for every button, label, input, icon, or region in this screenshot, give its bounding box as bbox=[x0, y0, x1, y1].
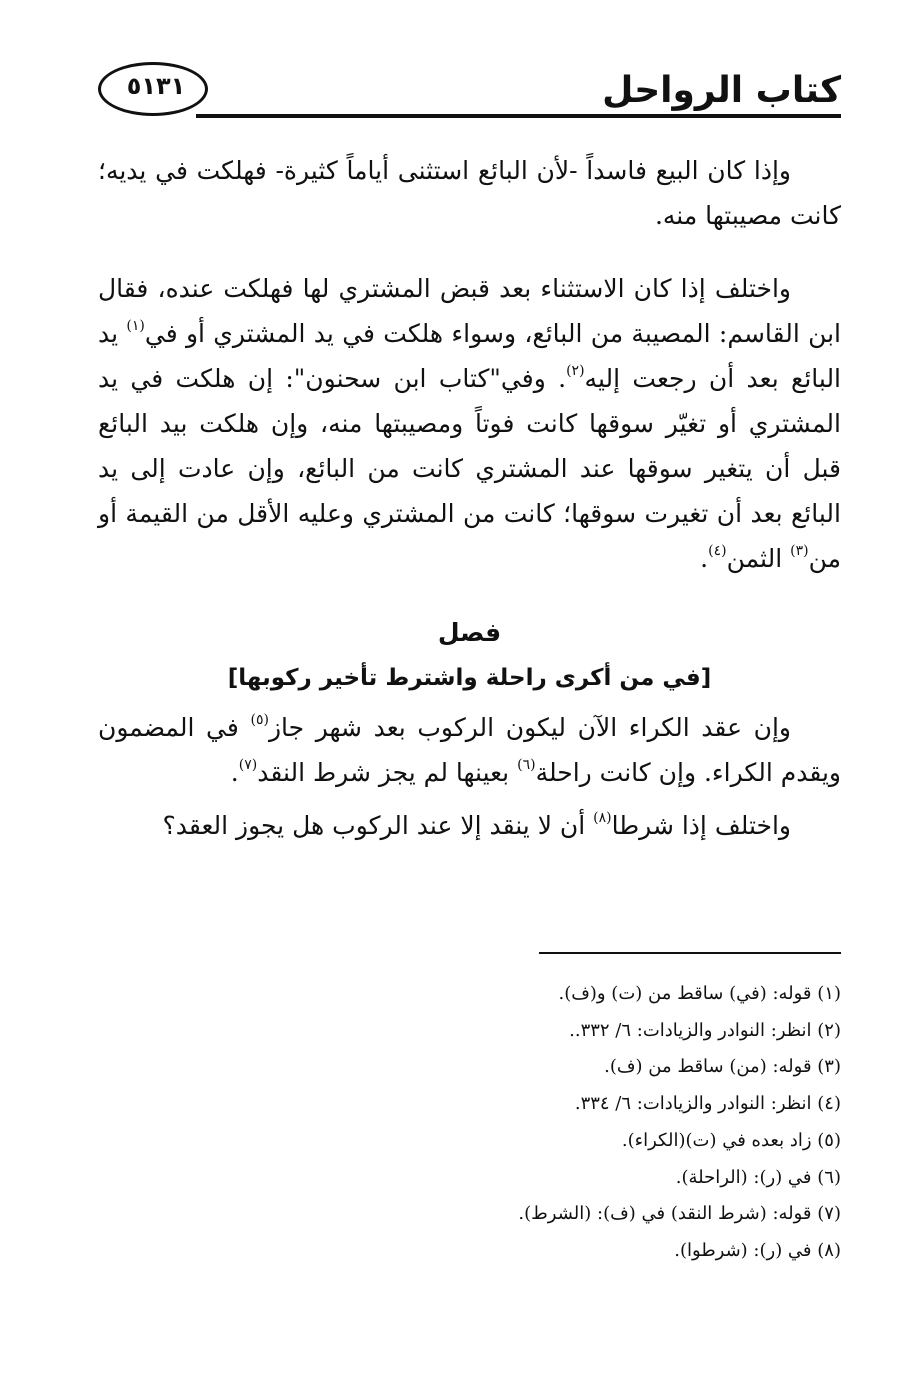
footnote-ref-1: (١) bbox=[126, 318, 145, 334]
paragraph-2-text-a: واختلف إذا كان الاستثناء بعد قبض المشتري لها فهلكت عنده، فقال ابن القاسم: المصيبة من البائع، وسواء هلكت في يد المشتري أو في bbox=[98, 274, 841, 348]
paragraph-1: وإذا كان البيع فاسداً -لأن البائع استثنى أياماً كثيرة- فهلكت في يديه؛ كانت مصيبتها منه. bbox=[98, 156, 841, 230]
footnote-ref-3: (٣) bbox=[790, 543, 809, 559]
footnotes bbox=[101, 976, 841, 1270]
paragraph-2 bbox=[98, 266, 841, 581]
section-subtitle: [في من أكرى راحلة واشترط تأخير ركوبها] bbox=[227, 665, 712, 691]
footnote-ref-8: (٨) bbox=[593, 810, 612, 826]
paragraph-3-text-b: في المضمون ويقدم الكراء. وإن كانت راحلة bbox=[98, 713, 841, 787]
footnote-3: (٣) قوله: (من) ساقط من (ف). bbox=[604, 1056, 841, 1078]
footnote-1: (١) قوله: (في) ساقط من (ت) و(ف). bbox=[558, 983, 841, 1004]
running-header-title: كتاب الرواحل bbox=[602, 70, 841, 111]
footnote-7: (٧) قوله: (شرط النقد) في (ف): (الشرط). bbox=[518, 1203, 841, 1225]
paragraph-3-text-c: بعينها لم يجز شرط النقد bbox=[257, 758, 518, 787]
footnote-4: (٤) انظر: النوادر والزيادات: ٦/ ٣٣٤. bbox=[574, 1093, 841, 1115]
footnote-6: (٦) في (ر): (الراحلة). bbox=[675, 1166, 841, 1188]
paragraph-2-text-b: يد البائع بعد أن رجعت إليه bbox=[98, 319, 842, 393]
paragraph-2-text-e: . bbox=[700, 544, 709, 573]
footnote-8: (٨) في (ر): (شرطوا). bbox=[674, 1239, 841, 1261]
paragraph-2-text-d: الثمن bbox=[726, 544, 791, 573]
paragraph-3 bbox=[98, 705, 841, 795]
main-text bbox=[98, 148, 841, 848]
paragraph-3-text-a: وإن عقد الكراء الآن ليكون الركوب بعد شهر جاز bbox=[268, 713, 791, 742]
section-heading: فصل bbox=[437, 618, 502, 647]
footnote-2: (٢) انظر: النوادر والزيادات: ٦/ ٣٣٢.. bbox=[569, 1019, 841, 1041]
page-number: ٥١٣١ bbox=[126, 72, 186, 100]
paragraph-4-text-a: واختلف إذا شرطا bbox=[611, 811, 791, 840]
paragraph-4-text-b: أن لا ينقد إلا عند الركوب هل يجوز العقد؟ bbox=[162, 811, 594, 840]
footnote-ref-4: (٤) bbox=[708, 543, 727, 559]
paragraph-3-text-d: . bbox=[230, 758, 239, 787]
footnote-ref-6: (٦) bbox=[517, 757, 536, 773]
footnote-ref-5: (٥) bbox=[250, 712, 269, 728]
footnote-5: (٥) زاد بعده في (ت)(الكراء). bbox=[621, 1129, 841, 1151]
header-rule bbox=[196, 114, 841, 118]
footnote-ref-2: (٢) bbox=[566, 363, 585, 379]
paragraph-4 bbox=[98, 803, 841, 848]
paragraph-2-text-c: . وفي"كتاب ابن سحنون": إن هلكت في يد المشتري أو تغيّر سوقها كانت فوتاً ومصيبتها منه، وإن هلكت بيد البائع قبل أن يتغير سوقها عند المشتري كانت من البائع، وإن عادت إلى يد البائع بعد أن تغيرت سوقها؛ كانت من المشتري وعليه الأقل من القيمة أو من bbox=[98, 364, 841, 573]
footnote-ref-7: (٧) bbox=[238, 757, 258, 773]
footnote-separator bbox=[539, 952, 841, 954]
